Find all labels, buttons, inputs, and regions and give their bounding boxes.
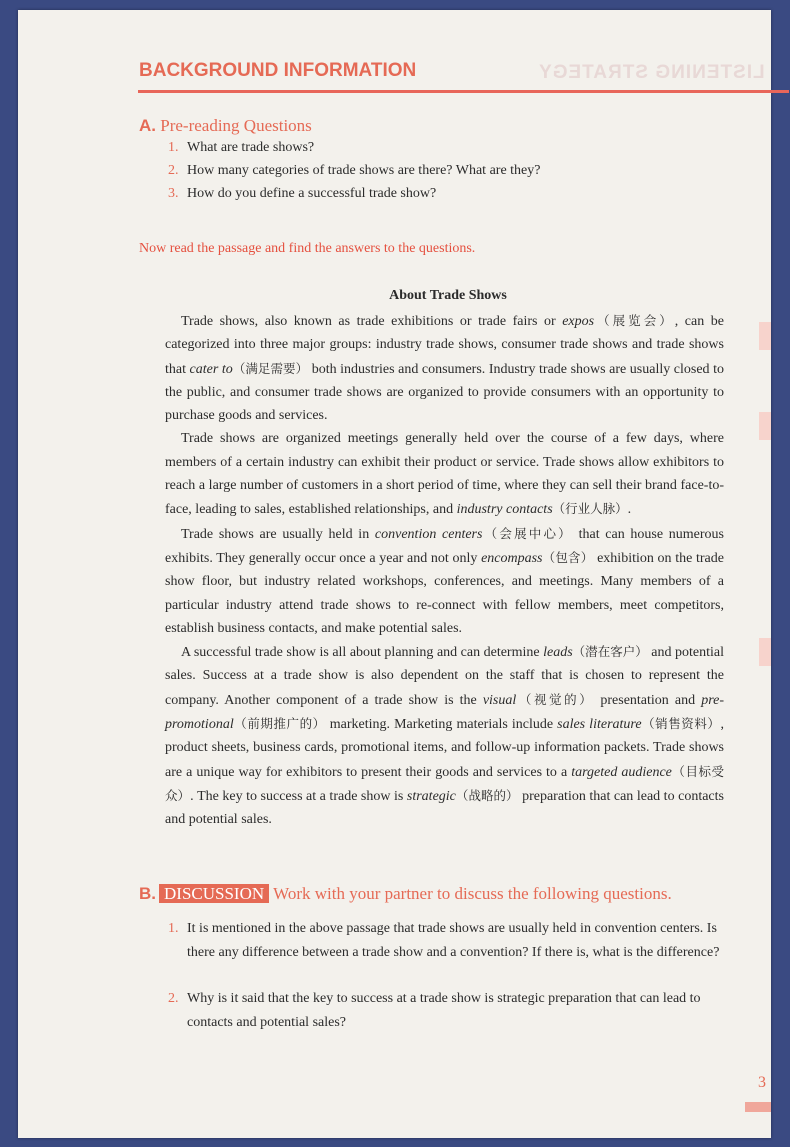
- section-a-letter: A.: [139, 116, 156, 135]
- question-number: 1.: [168, 140, 179, 155]
- discussion-question: [168, 917, 728, 964]
- article-title: About Trade Shows: [389, 288, 507, 303]
- question-number: 1.: [168, 921, 179, 936]
- paragraph-2: Trade shows are organized meetings generally held over the course of a few days, where members of a certain industry can exhibit their product or service. Trade shows allow exhibitors to reach a large number of customers in a short period of time, where they can sell their brand face-to-face, leading to sales, established relationships, and industry contacts（行业人脉）.: [165, 431, 724, 518]
- paragraph-3: Trade shows are usually held in convention centers（会展中心） that can house numerous exhibits. They generally occur once a year and not only encompass（包含） exhibition on the trade show floor, but industry related workshops, conferences, and meetings. Many members of a particular industry attend trade shows to re-connect with fellow members, meet competitors, establish business contacts, and make potential sales.: [165, 525, 724, 636]
- question-text: What are trade shows?: [187, 140, 315, 155]
- prereading-question: [168, 159, 728, 183]
- reading-instruction: Now read the passage and find the answers to the questions.: [139, 241, 476, 256]
- question-text: It is mentioned in the above passage that trade shows are usually held in convention centers. Is there any difference between a trade show and a convention? If there is, what is the difference?: [187, 921, 720, 960]
- discussion-label: DISCUSSION: [159, 884, 269, 903]
- section-a-title: Pre-reading Questions: [160, 116, 312, 135]
- article-body: [165, 309, 724, 832]
- bleed-through-text: LISTENING STRATEGY: [538, 62, 765, 83]
- section-header-title: BACKGROUND INFORMATION: [139, 60, 417, 81]
- section-a-heading: [139, 116, 312, 136]
- section-b-heading: [139, 884, 672, 904]
- question-text: Why is it said that the key to success at a trade show is strategic preparation that can lead to contacts and potential sales?: [187, 991, 701, 1030]
- side-tab: [759, 322, 771, 350]
- prereading-question: [168, 136, 728, 160]
- side-tab: [759, 638, 771, 666]
- textbook-page: [18, 10, 771, 1138]
- paragraph-4: A successful trade show is all about planning and can determine leads（潜在客户） and potential sales. Success at a trade show is also dependent on the staff that is chosen to represent the company. Another component of a trade show is the visual（视觉的） presentation and pre-promotional（前期推广的） marketing. Marketing materials include sales literature（销售资料）, product sheets, business cards, promotional items, and follow-up information packets. Trade shows are a unique way for exhibitors to present their goods and services to a targeted audience（目标受众）. The key to success at a trade show is strategic（战略的） preparation that can lead to contacts and potential sales.: [165, 644, 724, 828]
- page-edge-strip: [745, 1102, 771, 1112]
- discussion-question: [168, 987, 728, 1034]
- question-text: How do you define a successful trade show?: [187, 186, 437, 201]
- paragraph-1: Trade shows, also known as trade exhibitions or trade fairs or expos（展览会）, can be categorized into three major groups: industry trade shows, consumer trade shows and trade shows that cater to（满足需要） both industries and consumers. Industry trade shows are usually closed to the public, and consumer trade shows are organized to provide consumers with an opportunity to purchase goods and services.: [165, 313, 724, 424]
- page-number: 3: [758, 1074, 766, 1091]
- question-number: 3.: [168, 186, 179, 201]
- question-number: 2.: [168, 991, 179, 1006]
- question-number: 2.: [168, 163, 179, 178]
- section-b-title: Work with your partner to discuss the following questions.: [273, 884, 672, 903]
- prereading-question: [168, 182, 728, 206]
- side-tab: [759, 412, 771, 440]
- question-text: How many categories of trade shows are there? What are they?: [187, 163, 541, 178]
- section-b-letter: B.: [139, 884, 156, 903]
- header-rule: [138, 90, 789, 93]
